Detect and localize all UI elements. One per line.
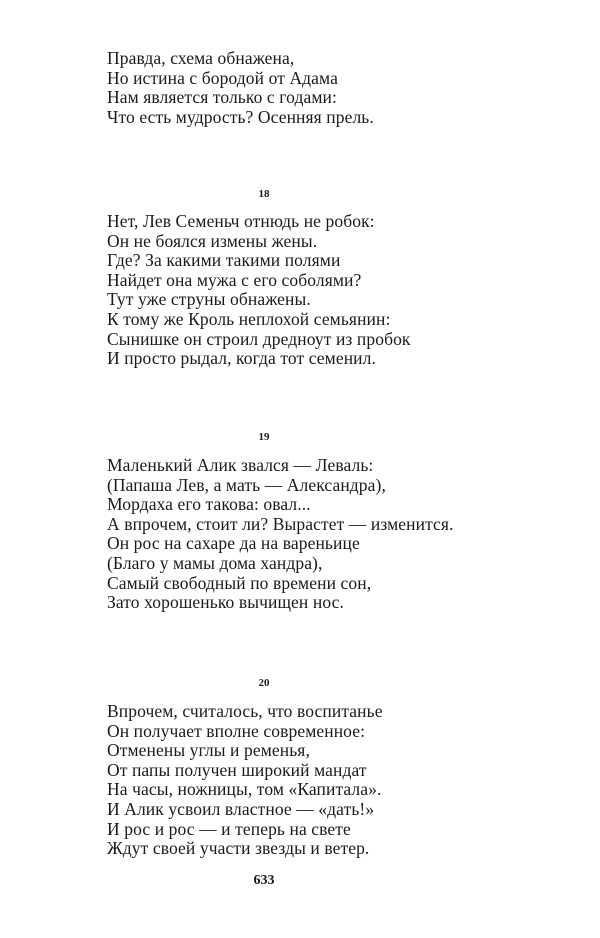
- verse-line: Но истина с бородой от Адама: [107, 67, 338, 88]
- verse-line: Маленький Алик звался — Леваль:: [107, 455, 374, 475]
- verse-line: И Алик усвоил властное — «дать!»: [107, 798, 375, 819]
- verse-line: Отменены углы и ременья,: [107, 740, 310, 761]
- verse-line: И просто рыдал, когда тот семенил.: [107, 348, 376, 369]
- verse-line: Нет, Лев Семеньч отнюдь не робок:: [107, 211, 375, 231]
- verse-line: На часы, ножницы, том «Капитала».: [107, 779, 382, 800]
- verse-line: Что есть мудрость? Осенняя прель.: [107, 106, 374, 127]
- verse-line: Он рос на сахаре да на вареньице: [107, 533, 360, 554]
- verse-line: (Папаша Лев, а мать — Александра),: [107, 474, 386, 495]
- verse-line: (Благо у мамы дома хандра),: [107, 552, 323, 573]
- verse-line: Правда, схема обнажена,: [107, 48, 295, 68]
- verse-line: А впрочем, стоит ли? Вырастет — изменится.: [107, 513, 454, 534]
- verse-line: Мордаха его такова: овал...: [107, 494, 311, 515]
- stanza-20: [107, 702, 577, 859]
- verse-line: Впрочем, считалось, что воспитанье: [107, 701, 383, 721]
- verse-line: Сынишке он строил дредноут из пробок: [107, 328, 411, 349]
- verse-line: Он не боялся измены жены.: [107, 230, 318, 251]
- stanza-18: [107, 212, 577, 369]
- verse-line: Найдет она мужа с его соболями?: [107, 269, 362, 290]
- stanza-number: 20: [258, 677, 270, 689]
- verse-line: Он получает вполне современное:: [107, 720, 366, 741]
- stanza-continuation: [107, 49, 577, 127]
- stanza-number: 19: [258, 431, 270, 443]
- stanza-19: [107, 456, 577, 613]
- verse-line: К тому же Кроль неплохой семьянин:: [107, 308, 391, 329]
- stanza-number: 18: [258, 188, 270, 200]
- verse-line: Самый свободный по времени сон,: [107, 572, 372, 593]
- verse-line: Нам является только с годами:: [107, 87, 337, 108]
- verse-line: Ждут своей участи звезды и ветер.: [107, 838, 370, 859]
- verse-line: Где? За какими такими полями: [107, 250, 341, 271]
- verse-line: И рос и рос — и теперь на свете: [107, 818, 351, 839]
- verse-line: Тут уже струны обнажены.: [107, 289, 311, 310]
- page-number: 633: [253, 873, 275, 888]
- verse-line: От папы получен широкий мандат: [107, 759, 367, 780]
- verse-line: Зато хорошенько вычищен нос.: [107, 592, 344, 613]
